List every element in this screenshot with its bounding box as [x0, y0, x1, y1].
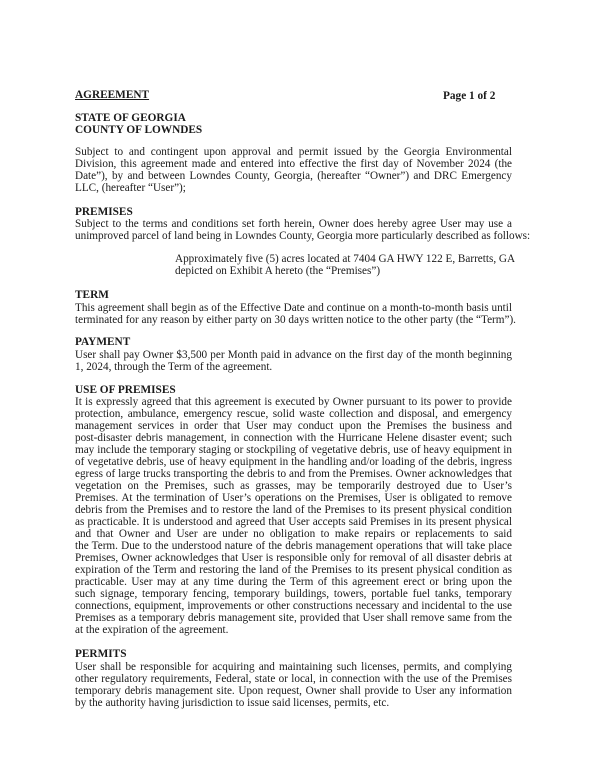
- premises-heading: PREMISES: [75, 206, 133, 218]
- use-of-premises-paragraph-line: of vegetative debris, use of heavy equipment in the handling and/or loading of the debris, ingress: [75, 456, 512, 468]
- use-of-premises-heading: USE OF PREMISES: [75, 384, 176, 396]
- term-paragraph-line: This agreement shall begin as of the Effective Date and continue on a month-to-month basis until: [75, 302, 512, 314]
- payment-paragraph-line: 1, 2024, through the Term of the agreement.: [75, 361, 273, 373]
- intro-paragraph-line: Subject to and contingent upon approval and permit issued by the Georgia Environmental: [75, 146, 512, 158]
- use-of-premises-paragraph-line: Premises, Owner acknowledges that User is responsible only for removal of all disaster debris at: [75, 552, 512, 564]
- payment-heading: PAYMENT: [75, 336, 131, 348]
- use-of-premises-paragraph-line: debris from the Premises and to restore the land of the Premises to its present physical condition: [75, 504, 512, 516]
- use-of-premises-paragraph-line: Premises as a temporary debris management site, provided that User shall remove same from the: [75, 612, 512, 624]
- permits-paragraph-line: User shall be responsible for acquiring and maintaining such licenses, permits, and complying: [75, 661, 512, 673]
- use-of-premises-paragraph-line: vegetation on the Premises, such as grasses, may be temporarily destroyed due to User’s: [75, 480, 512, 492]
- use-of-premises-paragraph-line: expiration of the Term and restoring the land of the Premises to its present physical condition as: [75, 564, 512, 576]
- use-of-premises-paragraph-line: the Term. Due to the understood nature of the debris management operations that will take place: [75, 540, 512, 552]
- use-of-premises-paragraph-line: post-disaster debris management, in connection with the Hurricane Helene disaster event; such: [75, 432, 512, 444]
- use-of-premises-paragraph-line: management services in order that User may conduct upon the Premises the business and: [75, 420, 512, 432]
- use-of-premises-paragraph-line: egress of large trucks transporting the debris to and from the Premises. Owner acknowledges that: [75, 468, 512, 480]
- use-of-premises-paragraph-line: may include the temporary staging or stockpiling of vegetative debris, use of heavy equipment in: [75, 444, 512, 456]
- intro-paragraph-line: Date”), by and between Lowndes County, Georgia, (hereafter “Owner”) and DRC Emergency: [75, 170, 512, 182]
- use-of-premises-paragraph-line: Premises. At the termination of User’s operations on the Premises, User is obligated to remove: [75, 492, 512, 504]
- use-of-premises-paragraph-line: such signage, temporary fencing, temporary buildings, towers, portable fuel tanks, temporary: [75, 588, 512, 600]
- term-heading: TERM: [75, 289, 109, 301]
- term-paragraph-line: terminated for any reason by either party on 30 days written notice to the other party (the “Term”).: [75, 314, 516, 326]
- payment-paragraph-line: User shall pay Owner $3,500 per Month paid in advance on the first day of the month beginning: [75, 349, 512, 361]
- permits-heading: PERMITS: [75, 648, 127, 660]
- permits-paragraph-line: by the authority having jurisdiction to issue said licenses, permits, etc.: [75, 697, 390, 709]
- intro-paragraph-line: LLC, (hereafter “User”);: [75, 182, 186, 194]
- use-of-premises-paragraph-line: connections, equipment, improvements or other constructions necessary and incidental to the use: [75, 600, 512, 612]
- document-title: AGREEMENT: [75, 89, 150, 101]
- use-of-premises-paragraph-line: It is expressly agreed that this agreement is executed by Owner pursuant to its power to provide: [75, 396, 512, 408]
- state-heading: STATE OF GEORGIA: [75, 112, 186, 124]
- use-of-premises-paragraph-line: as practicable. It is understood and agreed that User accepts said Premises in its present physical: [75, 516, 512, 528]
- use-of-premises-paragraph-line: at the expiration of the agreement.: [75, 624, 229, 636]
- premises-paragraph-line: unimproved parcel of land being in Lowndes County, Georgia more particularly described as follows:: [75, 230, 531, 242]
- use-of-premises-paragraph-line: and that Owner and User are under no obligation to make repairs or replacements to said: [75, 528, 512, 540]
- county-heading: COUNTY OF LOWNDES: [75, 124, 203, 136]
- page-number: Page 1 of 2: [443, 90, 496, 102]
- premises-description-line: depicted on Exhibit A hereto (the “Premises”): [175, 265, 381, 277]
- use-of-premises-paragraph-line: protection, ambulance, emergency rescue, solid waste collection and disposal, and emergency: [75, 408, 512, 420]
- use-of-premises-paragraph-line: practicable. User may at any time during the Term of this agreement erect or bring upon the: [75, 576, 512, 588]
- intro-paragraph-line: Division, this agreement made and entered into effective the first day of November 2024 (the: [75, 158, 512, 170]
- permits-paragraph-line: other regulatory requirements, Federal, state or local, in connection with the use of the Premises: [75, 673, 512, 685]
- premises-description-line: Approximately five (5) acres located at 7404 GA HWY 122 E, Barretts, GA: [175, 253, 516, 265]
- premises-paragraph-line: Subject to the terms and conditions set forth herein, Owner does hereby agree User may use a: [75, 218, 512, 230]
- permits-paragraph-line: temporary debris management site. Upon request, Owner shall provide to User any information: [75, 685, 512, 697]
